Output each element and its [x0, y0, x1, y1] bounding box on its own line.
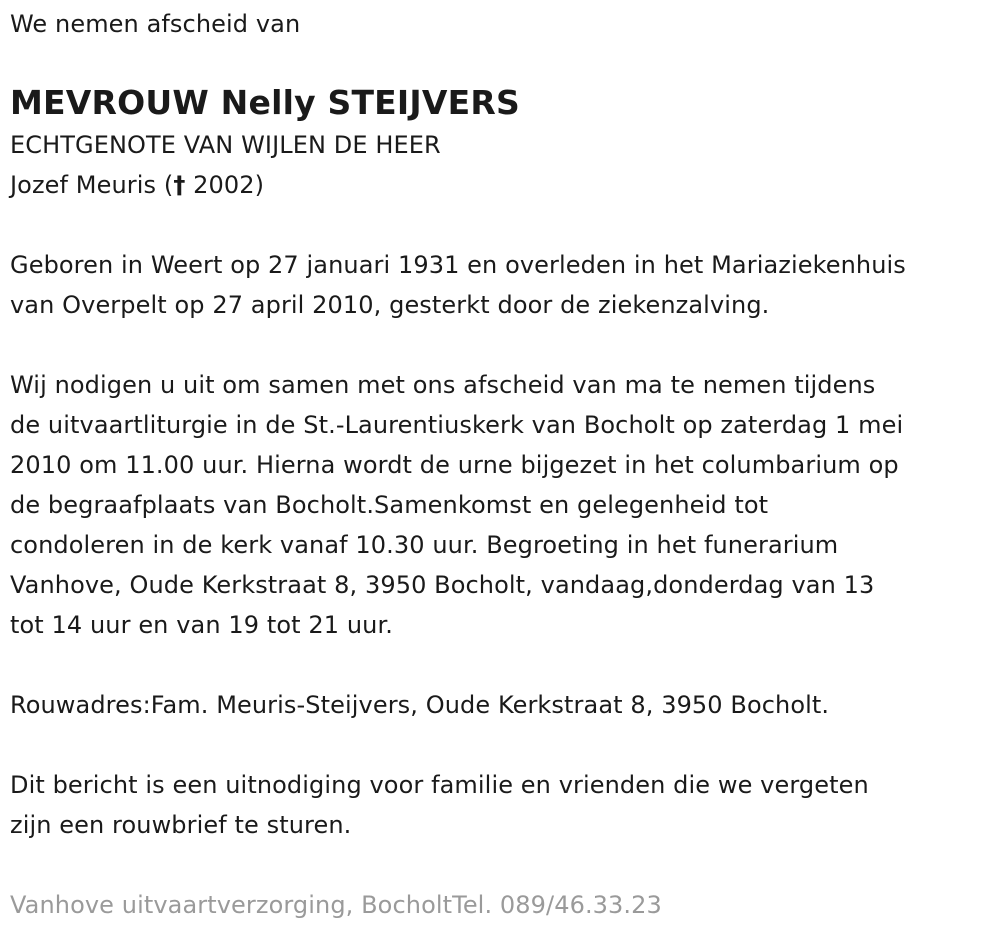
- invitation-line: Vanhove, Oude Kerkstraat 8, 3950 Bocholt, vandaag,donderdag van 13: [10, 571, 875, 599]
- invitation-paragraph: [10, 365, 995, 645]
- invitation-line: 2010 om 11.00 uur. Hierna wordt de urne bijgezet in het columbarium op: [10, 451, 899, 479]
- invitation-line: Wij nodigen u uit om samen met ons afscheid van ma te nemen tijdens: [10, 371, 876, 399]
- spouse-name: [10, 165, 995, 205]
- obituary-notice: [10, 0, 995, 925]
- message-line: Dit bericht is een uitnodiging voor familie en vrienden die we vergeten: [10, 771, 869, 799]
- spacer: [10, 845, 995, 885]
- spacer: [10, 645, 995, 685]
- message-line: zijn een rouwbrief te sturen.: [10, 811, 352, 839]
- mourning-address: Rouwadres:Fam. Meuris-Steijvers, Oude Kerkstraat 8, 3950 Bocholt.: [10, 691, 830, 719]
- invitation-line: de uitvaartliturgie in de St.-Laurentiuskerk van Bocholt op zaterdag 1 mei: [10, 411, 904, 439]
- cross-icon: †: [173, 171, 186, 199]
- birth-line: Geboren in Weert op 27 januari 1931 en overleden in het Mariaziekenhuis: [10, 251, 906, 279]
- funeral-home-footer: Vanhove uitvaartverzorging, BocholtTel. 089/46.33.23: [10, 891, 662, 919]
- spouse-label: ECHTGENOTE VAN WIJLEN DE HEER: [10, 131, 441, 159]
- spouse-name-prefix: Jozef Meuris (: [10, 171, 174, 199]
- intro-text: We nemen afscheid van: [10, 10, 301, 38]
- spouse-name-suffix: 2002): [185, 171, 265, 199]
- birth-paragraph: [10, 245, 995, 325]
- spacer: [10, 205, 995, 245]
- invitation-line: de begraafplaats van Bocholt.Samenkomst en gelegenheid tot: [10, 491, 769, 519]
- spacer: [10, 725, 995, 765]
- birth-line: van Overpelt op 27 april 2010, gesterkt door de ziekenzalving.: [10, 291, 770, 319]
- spacer: [10, 325, 995, 365]
- invitation-line: condoleren in de kerk vanaf 10.30 uur. Begroeting in het funerarium: [10, 531, 839, 559]
- message-paragraph: [10, 765, 995, 845]
- deceased-name: MEVROUW Nelly STEIJVERS: [10, 83, 520, 122]
- invitation-line: tot 14 uur en van 19 tot 21 uur.: [10, 611, 393, 639]
